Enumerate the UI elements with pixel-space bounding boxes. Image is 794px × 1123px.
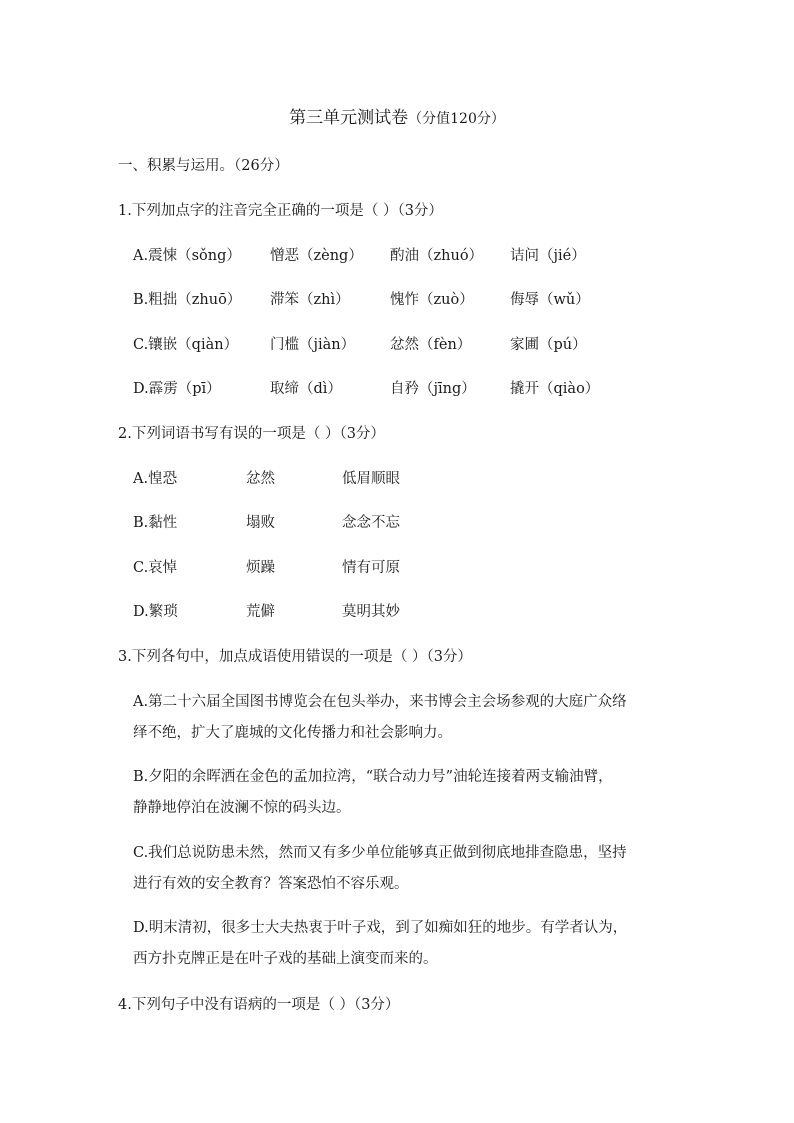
q3-option-d-line1: D.明末清初，很多士大夫热衷于叶子戏，到了如痴如狂的地步。有学者认为， — [133, 920, 628, 936]
q1-c-2: 门槛（jiàn） — [270, 337, 356, 353]
q1-c-4: 家圃（pú） — [510, 337, 587, 353]
q2-b-2: 塌败 — [246, 515, 275, 531]
q3-option-d-line2: 西方扑克牌正是在叶子戏的基础上演变而来的。 — [133, 951, 438, 967]
title-main: 第三单元测试卷 — [289, 108, 409, 128]
q3-option-a-line1: A.第二十六届全国图书博览会在包头举办，来书博会主会场参观的大庭广众络 — [133, 694, 627, 710]
section-heading: 一、积累与运用。（26分） — [118, 158, 289, 174]
q1-option-c — [0, 335, 794, 355]
q1-b-2: 滞笨（zhì） — [270, 292, 350, 308]
q2-b-3: 念念不忘 — [342, 515, 400, 531]
q2-d-1: D.繁琐 — [133, 604, 178, 620]
q2-a-1: A.惶恐 — [133, 471, 178, 487]
q1-b-3: 愧怍（zuò） — [390, 292, 474, 308]
q1-d-2: 取缔（dì） — [270, 381, 342, 397]
q1-a-4: 诘问（jié） — [510, 248, 586, 264]
q1-option-d — [0, 379, 794, 399]
q3-option-c-line2: 进行有效的安全教育？答案恐怕不容乐观。 — [133, 876, 409, 892]
q1-a-2: 憎恶（zèng） — [270, 248, 363, 264]
q3-option-c-line1: C.我们总说防患未然，然而又有多少单位能够真正做到彻底地排查隐患，坚持 — [133, 845, 627, 861]
question-3-stem: 3.下列各句中，加点成语使用错误的一项是（ ）（3分） — [118, 649, 472, 665]
q1-b-4: 侮辱（wǔ） — [510, 292, 590, 308]
q2-a-2: 忿然 — [246, 471, 275, 487]
q1-d-1: D.霹雳（pī） — [133, 381, 221, 397]
q1-c-3: 忿然（fèn） — [390, 337, 472, 353]
q2-option-a — [0, 469, 794, 489]
q1-d-3: 自矜（jīng） — [390, 381, 476, 397]
q2-d-3: 莫明其妙 — [342, 604, 400, 620]
q1-b-1: B.粗拙（zhuō） — [133, 292, 242, 308]
q2-option-b — [0, 513, 794, 533]
q2-c-2: 烦躁 — [246, 560, 275, 576]
q3-option-a-line2: 绎不绝，扩大了鹿城的文化传播力和社会影响力。 — [133, 725, 452, 741]
q1-a-1: A.震悚（sǒng） — [133, 248, 241, 264]
q3-option-b-line2: 静静地停泊在波澜不惊的码头边。 — [133, 800, 351, 816]
q1-option-a — [0, 246, 794, 266]
q2-b-1: B.黏性 — [133, 515, 178, 531]
question-4-stem: 4.下列句子中没有语病的一项是（ ）（3分） — [118, 997, 400, 1013]
q1-option-b — [0, 290, 794, 310]
q1-d-4: 撬开（qiào） — [510, 381, 600, 397]
q2-c-3: 情有可原 — [342, 560, 400, 576]
q2-d-2: 荒僻 — [246, 604, 275, 620]
q3-option-b-line1: B.夕阳的余晖洒在金色的孟加拉湾，“联合动力号”油轮连接着两支输油臂， — [133, 769, 613, 785]
q1-c-1: C.镶嵌（qiàn） — [133, 337, 239, 353]
question-1-stem: 1.下列加点字的注音完全正确的一项是（ ）（3分） — [118, 203, 443, 219]
q1-a-3: 酌油（zhuó） — [390, 248, 484, 264]
title-score-note: （分值120分） — [408, 111, 505, 127]
q2-option-d — [0, 602, 794, 622]
q2-c-1: C.哀悼 — [133, 560, 178, 576]
question-2-stem: 2.下列词语书写有误的一项是（ ）（3分） — [118, 426, 385, 442]
q2-a-3: 低眉顺眼 — [342, 471, 400, 487]
exam-title — [0, 106, 794, 131]
q2-option-c — [0, 558, 794, 578]
